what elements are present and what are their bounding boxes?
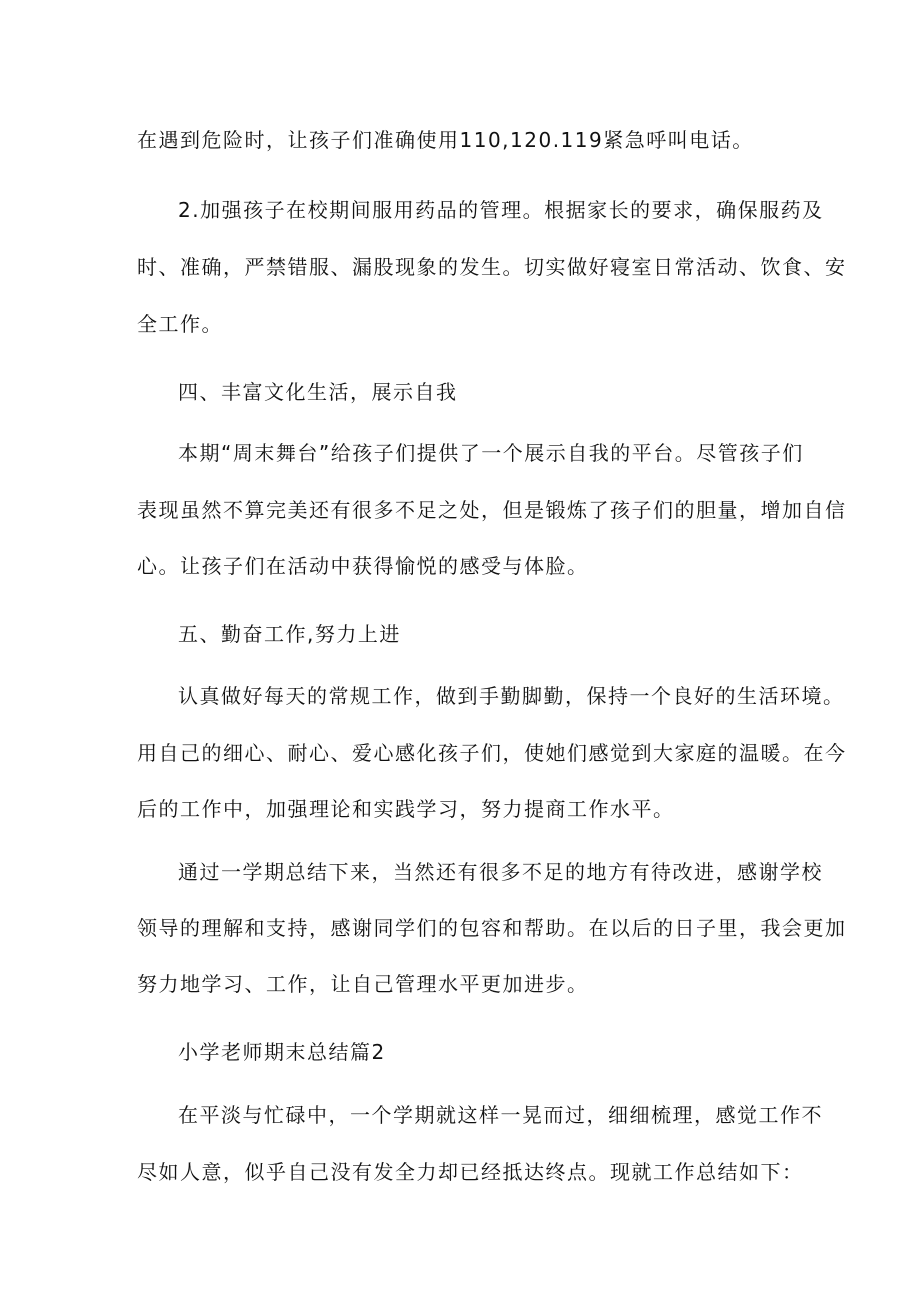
text-line: 通过一学期总结下来，当然还有很多不足的地方有待改进，感谢学校 xyxy=(178,860,823,884)
text-line: 在平淡与忙碌中，一个学期就这样一晃而过，细细梳理，感觉工作不 xyxy=(178,1103,823,1127)
text-line: 努力地学习、工作，让自己管理水平更加进步。 xyxy=(137,972,589,996)
text-line: 2.加强孩子在校期间服用药品的管理。根据家长的要求，确保服药及 xyxy=(178,198,824,222)
section-heading: 四、丰富文化生活，展示自我 xyxy=(178,380,458,404)
section-heading: 五、勤奋工作,努力上进 xyxy=(178,622,401,646)
text-line: 领导的理解和支持，感谢同学们的包容和帮助。在以后的日子里，我会更加 xyxy=(137,916,847,940)
text-line: 表现虽然不算完美还有很多不足之处，但是锻炼了孩子们的胆量，增加自信 xyxy=(137,498,847,522)
text-line: 心。让孩子们在活动中获得愉悦的感受与体脸。 xyxy=(137,554,589,578)
text-line: 本期“周末舞台”给孩子们提供了一个展示自我的平台。尽管孩子们 xyxy=(178,441,804,465)
text-line: 后的工作中，加强理论和实践学习，努力提商工作水平。 xyxy=(137,797,675,821)
text-line: 用自己的细心、耐心、爱心感化孩子们，使她们感觉到大家庭的温暖。在今 xyxy=(137,741,847,765)
section-title: 小学老师期末总结篇2 xyxy=(178,1040,386,1064)
text-line: 认真做好每天的常规工作，做到手勤脚勤，保持一个良好的生活环境。 xyxy=(178,684,845,708)
text-line: 时、准确，严禁错服、漏股现象的发生。切实做好寝室日常活动、饮食、安 xyxy=(137,255,847,279)
text-line: 尽如人意，似乎自己没有发全力却已经抵达终点。现就工作总结如下： xyxy=(137,1160,804,1184)
text-line: 在遇到危险时，让孩子们准确使用110,120.119紧急呼叫电话。 xyxy=(137,128,754,152)
text-line: 全工作。 xyxy=(137,312,223,336)
